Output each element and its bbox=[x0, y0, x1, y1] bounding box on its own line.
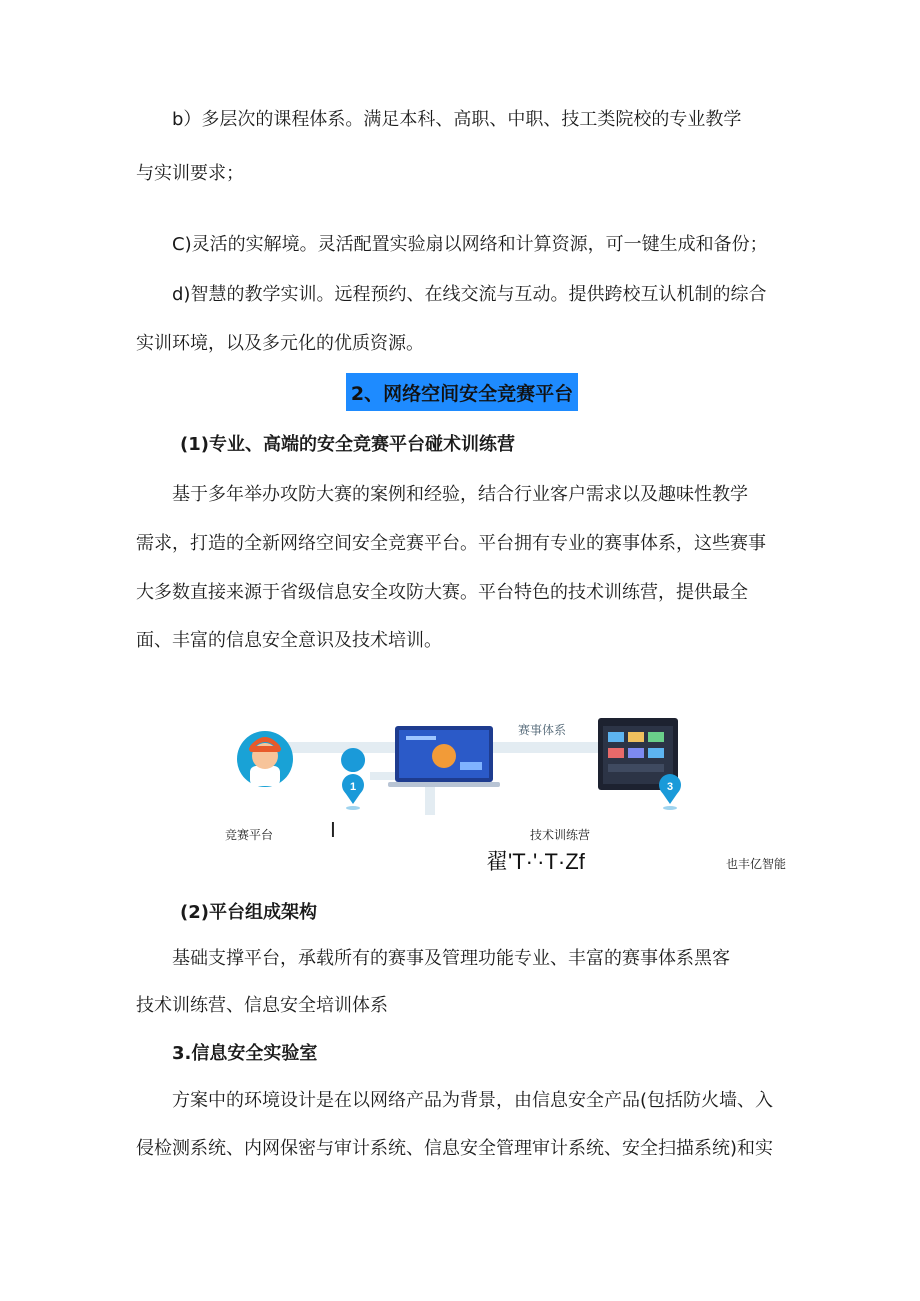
section3-title: 3.信息安全实验室 bbox=[172, 1043, 318, 1064]
paragraph-d-line2: 实训环境，以及多元化的优质资源。 bbox=[136, 333, 424, 354]
events-system-label: 赛事体系 bbox=[518, 723, 567, 737]
section2-subheading-1: (1)专业、高端的安全竞赛平台碰术训练营 bbox=[180, 434, 515, 455]
event-screen-icon bbox=[388, 726, 500, 787]
section2-subheading-2: (2)平台组成架构 bbox=[180, 902, 317, 923]
section3-p3-line2: 侵检测系统、内网保密与审计系统、信息安全管理审计系统、安全扫描系统)和实 bbox=[136, 1138, 774, 1159]
paragraph-b-line2: 与实训要求； bbox=[136, 163, 244, 184]
figure-brand: 也丰亿智能 bbox=[726, 857, 787, 871]
figure-label-training: 技术训练营 bbox=[530, 828, 591, 842]
pin-1-label: 1 bbox=[349, 781, 357, 793]
paragraph-c-line1: C)灵活的实解境。灵活配置实验扇以网络和计算资源，可一键生成和备份； bbox=[172, 234, 768, 255]
section2-p2-line1: 基础支撑平台，承载所有的赛事及管理功能专业、丰富的赛事体系黑客 bbox=[172, 948, 730, 969]
section3-p3-line1: 方案中的环境设计是在以网络产品为背景，由信息安全产品(包括防火墙、入 bbox=[172, 1090, 774, 1111]
section2-p1-line1: 基于多年举办攻防大赛的案例和经验，结合行业客户需求以及趣味性教学 bbox=[172, 484, 748, 505]
platform-diagram bbox=[220, 712, 700, 827]
pin-1-icon bbox=[341, 748, 365, 810]
avatar-icon bbox=[237, 731, 293, 787]
section2-p2-line2: 技术训练营、信息安全培训体系 bbox=[136, 995, 388, 1016]
paragraph-d-line1: d)智慧的教学实训。远程预约、在线交流与互动。提供跨校互认机制的综合 bbox=[172, 284, 767, 305]
paragraph-b-line1: b）多层次的课程体系。满足本科、高职、中职、技工类院校的专业教学 bbox=[172, 109, 742, 130]
section2-p1-line4: 面、丰富的信息安全意识及技术培训。 bbox=[136, 630, 442, 651]
section2-p1-line2: 需求，打造的全新网络空间安全竞赛平台。平台拥有专业的赛事体系，这些赛事 bbox=[136, 533, 766, 554]
section2-p1-line3: 大多数直接来源于省级信息安全攻防大赛。平台特色的技术训练营，提供最全 bbox=[136, 582, 748, 603]
figure-label-bar: I bbox=[330, 818, 336, 842]
figure-ocr-noise: 翟'T·'·T·Zf bbox=[486, 849, 585, 874]
pin-3-label: 3 bbox=[666, 781, 674, 793]
figure-label-platform: 竞赛平台 bbox=[225, 828, 274, 842]
section2-title: 2、网络空间安全竞赛平台 bbox=[346, 373, 578, 411]
